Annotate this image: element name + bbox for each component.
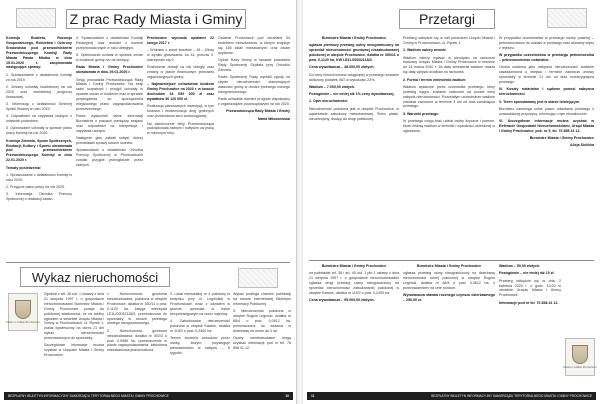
- announcement-column: [499, 264, 561, 388]
- listing-column: [44, 292, 104, 388]
- paragraph: Radni Społecznej Rady wyrazili zgodę na zbycie nieruchomości stanowiących własność gminy w drodze przetargu ustnego nieograniczonego.: [218, 75, 290, 94]
- article-column: [499, 36, 594, 256]
- footer-text: BEZPŁATNY BIULETYN INFORMACYJNY SAMORZĄDU TERYTORIALNEGO MIASTA I GMINY PROCHOWICE: [8, 394, 169, 398]
- paragraph: W przypadku uczestnictwa w przetargu pełnomocnika – pełnomocnictwo notarialne.: [499, 53, 594, 63]
- crest-caption: Miasto i Gmina Prochowice: [6, 319, 40, 324]
- paragraph: W przypadku uczestnictwa w przetargu osoby prawnej – pełnomocnictwo do udziału w przetargu oraz aktualny odpis z rejestru.: [499, 36, 594, 50]
- paragraph: Komisja Zdrowia, Spraw Społecznych, Edukacji, Kultury i Sportu obradowała pod przewodnictwem Przewodniczącego Komisji w dniu 22.01.2020 r.: [6, 138, 72, 163]
- listing-column: [233, 292, 291, 388]
- paragraph: V. Teren sprzedawany jest w stanie istniejącym.: [499, 99, 581, 104]
- paragraph: Wadium – 7.000,00 złotych.: [309, 84, 356, 89]
- paragraph: Osoby zainteresowane mogą uzyskać informacje pod nr tel. 76 858 41 12.: [233, 336, 291, 350]
- announcement-column: [309, 264, 399, 388]
- article-column: [147, 36, 214, 258]
- paragraph: Szczegółowe informacje można uzyskać w Urzędzie Miasta i Gminy Prochowice.: [44, 343, 104, 358]
- paragraph: 5. Nieruchomość położona w obrębie Rogów Legnicki, działka nr 68/4 o pow. 0,0612 ha, przeznaczona do oddania w dzierżawę na okres do 3 lat.: [233, 309, 291, 333]
- paragraph: Na zakończenie sesji Przewodnicząca podziękowała radnym i sołtysom za pracę w minionym roku.: [147, 121, 214, 136]
- municipal-crest-icon: [565, 338, 595, 376]
- paragraph: – Najważniejsze uchwalenia budżetu Gminy Prochowice na 2020 r. w kwocie dochodów 34 650 000 zł oraz wydatków 36 120 000 zł.: [147, 82, 214, 102]
- paragraph: Zgodnie z art. 35 ust. 1 ustawy z dnia 21 sierpnia 1997 r. o gospodarce nieruchomościami Burmistrz Miasta i Gminy Prochowice podaje do publicznej wiadomości, że na tablicy ogłoszeń w siedzibie Urzędu Miasta i Gminy w Prochowicach, ul. Rynek 1, został wywieszony na okres 21 dni wykaz nieruchomości przeznaczonych do sprzedaży.: [44, 292, 104, 341]
- paragraph: Termin złożenia wniosków przez osoby, którym przysługuje pierwszeństwo w nabyciu – 6 tygodni.: [170, 336, 230, 355]
- paragraph: Informacje pod nr tel. 76 858 41 12.: [499, 300, 559, 305]
- paragraph: Osoba ustalona jako nabywca nieruchomości zostanie zawiadomiona o miejscu i terminie zawarcia umowy sprzedaży w terminie 21 dni od dnia rozstrzygnięcia przetargu.: [499, 65, 594, 85]
- paragraph: – Wniosek o zwrot kosztów – 18 – Głosy w wyniku głosowania: za 14, przeciw 0, wstrzymało się 0.: [147, 48, 214, 63]
- paragraph: Przetarg odbędzie się w dniu 2 kwietnia 2020 r. o godz. 10:00 w siedzibie Urzędu Miasta i Gminy Prochowice.: [499, 278, 561, 298]
- municipal-crest-icon: [8, 293, 38, 331]
- paragraph: 1. Wadium należy wnosić: [403, 48, 447, 53]
- paragraph: 2. Zmiany uchwały budżetowej na rok 2020 oraz wieloletniej prognozy finansowej.: [6, 84, 72, 99]
- paragraph: 2. Przyjęcie planu pracy na rok 2020.: [6, 185, 66, 190]
- section-divider: [309, 260, 594, 261]
- paragraph: Przetarg odbędzie się w sali posiedzeń Urzędu Miasta i Gminy w Prochowicach, ul. Rynek 1.: [403, 36, 495, 45]
- paragraph: 3. Informacja Ośrodka Pomocy Społecznej o realizacji zadań.: [6, 192, 72, 202]
- paragraph: Wykaz podlega również publikacji na stronie internetowej Biuletynu Informacji Publicznej.: [233, 292, 291, 306]
- paragraph: 1. Sprawozdanie z działalności Komisji za rok 2019.: [6, 72, 72, 82]
- paragraph: Wadium należy wpłacić w pieniądzu na rachunek bankowy Urzędu Miasta i Gminy Prochowice w terminie do 24 marca 2020 r. Za datę wniesienia wadium uważa się datę wpływu środków na rachunek.: [403, 55, 495, 75]
- paragraph: Burmistrz Miasta i Gminy Prochowice: [529, 136, 594, 141]
- paragraph: Wadium – 50,00 złotych.: [499, 264, 541, 268]
- paragraph: Burmistrz Miasta i Gminy Prochowice: [416, 264, 482, 268]
- page-footer: [307, 392, 596, 400]
- paragraph: Opinie Rady Gminy w sprawie powołania Rady Społecznej Szpitala przy Ośrodku Zdrowia.: [218, 58, 290, 72]
- paragraph: Prochowice wyniosła opłatami 22 lutego 2017 r.: [147, 36, 214, 45]
- paragraph: Burmistrz zastrzega sobie prawo odwołania przetargu z uzasadnionej przyczyny, informując o tym niezwłocznie.: [499, 106, 594, 116]
- article-column: [218, 36, 290, 258]
- paragraph: Do ceny nieruchomości osiągniętej w przetargu zostanie doliczony podatek VAT w wysokości 23%.: [309, 72, 399, 82]
- paragraph: 4. Odpowiedzi na zapytania radnych z ostatnich posiedzeń.: [6, 114, 72, 124]
- decorative-ornament: [238, 268, 278, 288]
- paragraph: 1. Nieruchomość gruntowa niezabudowana, położona w obrębie Prochowice, działka nr 350/11 o pow. 0,1120 ha, księga wieczysta LE1L/00032118/3, przeznaczona do sprzedaży w drodze przetargu ustnego nieograniczonego.: [107, 292, 167, 326]
- article-column: [76, 36, 143, 258]
- paragraph: ogłasza pierwszy przetarg ustny nieograniczony na sprzedaż nieruchomości gruntowej niezabudowanej położonej w obrębie Prochowice, działka nr 350/11 o pow. 0,1120 ha, KW LE1L/00032118/3.: [309, 43, 399, 63]
- paragraph: VI. Szczegółowe informacje można uzyskać w Referacie Gospodarki Nieruchomościami, Urząd Miasta i Gminy Prochowice, pok. nr 5, tel. 76 858 41 12.: [499, 119, 594, 133]
- paragraph: Burmistrz Miasta i Gminy Prochowice: [321, 264, 387, 268]
- paragraph: 5. Opiniowanie uchwał w sprawie zmian w budżecie gminy na rok bieżący.: [76, 53, 143, 63]
- paragraph: Komisja Budżetu, Rozwoju Gospodarczego, Rolnictwa i Ochrony Środowiska pod przewodnictwem Przewodniczącego Komisji Rady Miasta Pawła Młotka w dniu 15.01.2020 r. zaopiniowała następujące sprawy:: [6, 36, 72, 70]
- article-column: [309, 36, 399, 256]
- decorative-ornament: [16, 8, 56, 28]
- listing-column: [107, 292, 167, 388]
- page-number: 11: [311, 394, 315, 398]
- article-column: [403, 36, 495, 256]
- paragraph: Ostatnie Prochowice pod obradami 34 budżetem mieszkańców, w którym znajduje się 166 lokali mieszkalnych oraz lokale użytkowe.: [218, 36, 290, 55]
- paragraph: Tematy posiedzenia:: [6, 165, 42, 170]
- paragraph: Alicja Sielicka: [570, 143, 594, 148]
- paragraph: IV. Koszty notarialne i sądowe ponosi nabywca nieruchomości.: [499, 87, 594, 97]
- paragraph: Wadium wpłacone przez uczestnika przetargu, który przetarg wygra, zostanie zaliczone na poczet ceny nabycia nieruchomości. Pozostałym uczestnikom wadium zostanie zwrócone w terminie 3 dni od dnia zamknięcia przetargu.: [403, 84, 495, 109]
- right-page: [303, 0, 600, 404]
- paragraph: Wywoławcza stawka rocznego czynszu dzierżawnego – 250,00 zł.: [403, 293, 495, 303]
- paragraph: Rada uchwaliła również program współpracy z organizacjami pozarządowymi na rok 2020.: [218, 97, 290, 107]
- left-page: [0, 0, 297, 404]
- paragraph: Postąpienie – nie mniej niż 1% ceny wywoławczej.: [309, 92, 395, 97]
- footer-text: BEZPŁATNY BIULETYN INFORMACYJNY SAMORZĄDU TERYTORIALNEGO MIASTA I GMINY PROCHOWICE: [431, 394, 592, 398]
- paragraph: 5. Opiniowanie uchwały w sprawie planu pracy Komisji na rok 2020.: [6, 126, 72, 136]
- article-column: [6, 36, 72, 258]
- paragraph: Sesję prowadziła Przewodnicząca Rady Miasta i Gminy Prochowice. Na sesji radni rozpatrzyli i przyjęli uchwały w sprawie zmian w budżecie oraz w sprawie przystąpienia do sporządzenia miejscowego planu zagospodarowania przestrzennego.: [76, 77, 143, 111]
- paragraph: Radni wysłuchali także informacji Burmistrza o pracach pomiędzy sesjami oraz odpowiedzi na interpelacje i zapytania radnych.: [76, 114, 143, 133]
- decorative-ornament: [547, 8, 587, 28]
- paragraph: Postąpienie – nie mniej niż 10 zł.: [499, 271, 555, 276]
- paragraph: 3. Lokal mieszkalny nr 4 położony w budynku przy ul. Legnickiej w Prochowicach wraz z udziałem w gruncie, sprzedaż w trybie bezprzetargowym na rzecz najemcy.: [170, 292, 230, 316]
- page-number: 10: [285, 394, 289, 398]
- paragraph: 3. Warunki przetargu: [403, 111, 439, 116]
- paragraph: Rada Miasta i Gminy Prochowice obradowała w dniu 29.01.2020 r.: [76, 65, 143, 75]
- paragraph: 2. Forma i termin wniesienia wadium: [403, 77, 466, 82]
- paragraph: Przewodnicząca Rady Miasta i Gminy: [226, 109, 290, 114]
- listing-column: [170, 292, 230, 388]
- paragraph: Sprawozdanie z działalności Ośrodka Pomocy Społecznej w Prochowicach zostało przyjęte jednogłośnie przez radnych.: [76, 148, 143, 168]
- paragraph: Rozliczenie dotacji za rok ubiegły oraz zmiany w planie finansowym jednostek organizacyjnych gminy.: [147, 65, 214, 80]
- paragraph: Cena wywoławcza – 48.000,00 złotych.: [309, 65, 375, 70]
- paragraph: 1. Sprawozdanie z działalności Komisji w roku 2019.: [6, 172, 72, 182]
- page-title: Przetargi: [399, 9, 495, 29]
- announcement-column: [403, 264, 495, 388]
- page-footer: [4, 392, 293, 400]
- paragraph: 1. Opis nieruchomości: [309, 99, 348, 104]
- crest-caption: Miasto i Gmina Prochowice: [563, 364, 597, 369]
- paragraph: 2. Nieruchomość gruntowa niezabudowana, działka nr 402/3 o pow. 0,0980 ha, przeznaczenie w planie zagospodarowania: zabudowa mieszkaniowa jednorodzinna.: [107, 328, 167, 353]
- paragraph: Cena wywoławcza – 95.000,00 złotych.: [309, 298, 375, 303]
- page-title: Z prac Rady Miasta i Gminy: [66, 9, 246, 29]
- section-title: Wykaz nieruchomości: [20, 267, 170, 287]
- paragraph: 3. Informację z działalności Gminnej Spółki Wodnej w roku 2019.: [6, 102, 72, 111]
- paragraph: Maria Miłoszewska: [257, 116, 290, 121]
- paragraph: Nieruchomość położona jest w obrębie Prochowice, w sąsiedztwie zabudowy mieszkaniowej. Teren płaski, nieuzbrojony, dostęp do drogi publicznej.: [309, 106, 399, 121]
- paragraph: W przetargu mogą brać udział osoby fizyczne i prawne, które wniosą wadium w terminie i wysokości określonej w ogłoszeniu.: [403, 119, 495, 133]
- section-divider: [6, 262, 290, 263]
- paragraph: Następnie głos zabrali sołtysi, którzy przedstawili sprawy swoich sołectw.: [76, 136, 143, 146]
- paragraph: 4. Zabudowana nieruchomość położona w obrębie Kawice, działka nr 115/2 o pow. 0,2400 ha.: [170, 318, 230, 333]
- paragraph: na podstawie art. 38 i art. 40 ust. 1 pkt 1 ustawy z dnia 21 sierpnia 1997 r. o gospodarce nieruchomościami ogłasza drugi przetarg ustny nieograniczony na sprzedaż nieruchomości zabudowanej położonej w obrębie Kawice, działka nr 115/2 o pow. 0,2400 ha.: [309, 271, 399, 295]
- paragraph: 4. Sprawozdanie z działalności Komisji Rewizyjnej oraz wnioski z kontroli przeprowadzonych w roku ubiegłym.: [76, 36, 143, 50]
- paragraph: Burmistrz Miasta i Gminy Prochowice: [321, 36, 387, 40]
- paragraph: ogłasza przetarg ustny nieograniczony na dzierżawę nieruchomości rolnej położonej w obrębie Rogów Legnicki, działka nr 68/4 o pow. 0,0612 ha, z przeznaczeniem na cele rolnicze.: [403, 271, 495, 291]
- paragraph: Realizacja planowanych inwestycji, w tym budowa i modernizacja dróg gminnych oraz przebudowa sieci wodociągowej.: [147, 104, 214, 119]
